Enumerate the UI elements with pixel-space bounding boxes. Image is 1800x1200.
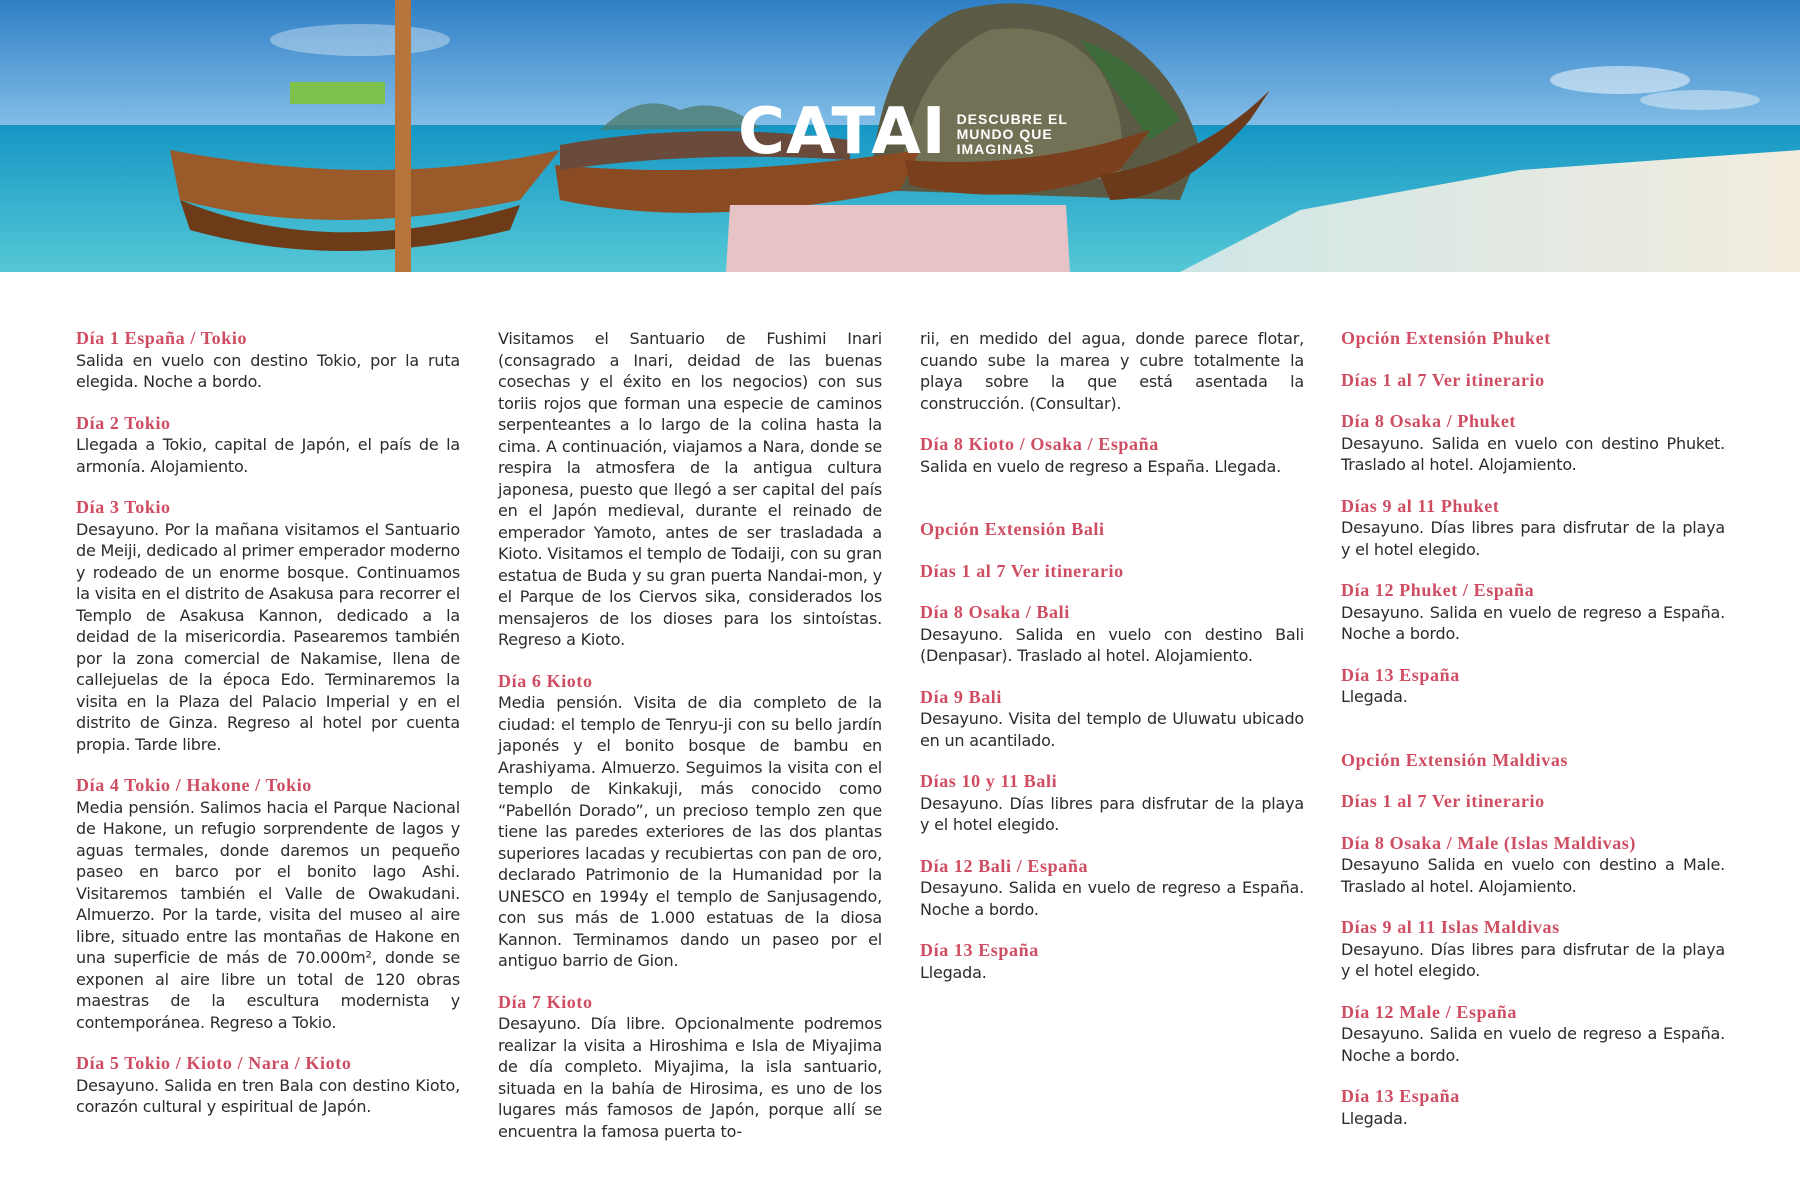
day-text: Desayuno Salida en vuelo con destino a Male. Traslado al hotel. Alojamiento. (1341, 855, 1725, 896)
column-2 (498, 328, 882, 1162)
column-3 (920, 328, 1304, 1003)
day-block (1341, 1002, 1725, 1067)
day-title: Día 13 España (1341, 1086, 1460, 1106)
day-text: Desayuno. Salida en vuelo de regreso a España. Noche a bordo. (1341, 602, 1725, 643)
day-block (76, 497, 460, 755)
day-block (920, 434, 1304, 477)
day-text: Desayuno. Visita del templo de Uluwatu ubicado en un acantilado. (920, 709, 1304, 750)
day-text: Llegada. (920, 962, 987, 982)
day-text: Llegada a Tokio, capital de Japón, el país de la armonía. Alojamiento. (76, 435, 460, 476)
banner-tab (726, 205, 1070, 272)
extension-days: Días 1 al 7 Ver itinerario (920, 560, 1124, 581)
day-title: Días 10 y 11 Bali (920, 771, 1058, 791)
day-title: Día 3 Tokio (76, 497, 171, 517)
extension-heading: Opción Extensión Maldivas (1341, 749, 1569, 770)
day-block (920, 602, 1304, 667)
day-block (498, 671, 882, 972)
day-title: Día 7 Kioto (498, 991, 593, 1012)
day-text: Desayuno. Por la mañana visitamos el Santuario de Meiji, dedicado al primer emperador moderno y rodeado de un enorme bosque. Continuamos la visita en el distrito de Asakusa para recorrer el Templo de Asakusa Kannon, dedicado a la deidad de la misericordia. Pasearemos también por la zona comercial de Nakamise, llena de callejuelas de la época Edo. Terminaremos la visita en la Plaza del Palacio Imperial y en el distrito de Ginza. Regreso al hotel por cuenta propia. Tarde libre. (76, 519, 460, 754)
day-block (920, 940, 1304, 983)
day-block (920, 687, 1304, 752)
day-block (1341, 411, 1725, 476)
tagline-line: DESCUBRE EL (956, 112, 1068, 127)
day-title: Días 9 al 11 Phuket (1341, 495, 1500, 516)
logo-word: CATAI (738, 95, 947, 169)
extension-days: Días 1 al 7 Ver itinerario (1341, 791, 1545, 811)
day-text: Salida en vuelo de regreso a España. Llegada. (920, 456, 1281, 476)
day-text: rii, en medido del agua, donde parece flotar, cuando sube la marea y cubre totalmente la playa sobre la que está asentada la construcción. (Consultar). (920, 329, 1304, 413)
day-block (920, 771, 1304, 836)
column-1 (76, 328, 460, 1138)
day-title: Día 2 Tokio (76, 412, 171, 433)
day-title: Día 13 España (1341, 664, 1460, 685)
day-block (76, 775, 460, 1033)
day-block (1341, 833, 1725, 898)
day-text: Visitamos el Santuario de Fushimi Inari (consagrado a Inari, deidad de las buenas cosechas y el éxito en los negocios) con sus toriis rojos que forman una especie de caminos serpenteantes a lo largo de la colina hasta la cima. A continuación, viajamos a Nara, donde se respira la atmosfera de la antigua cultura japonesa, puesto que llegó a ser capital del país en el Japón medieval, durante el reinado de emperador Yamoto, antes de ser trasladada a Kioto. Visitamos el templo de Todaiji, con su gran estatua de Buda y su gran puerta Nandai-mon, y el Parque de los Ciervos sika, considerados los mensajeros de los dioses para los sintoístas. Regreso a Kioto. (498, 329, 882, 649)
tagline-line: IMAGINAS (956, 141, 1035, 157)
day-text: Desayuno. Días libres para disfrutar de la playa y el hotel elegido. (1341, 939, 1725, 980)
day-title: Día 12 Bali / España (920, 855, 1089, 876)
day-block (1341, 496, 1725, 561)
tagline-line: MUNDO QUE (956, 126, 1053, 142)
day-text: Media pensión. Visita de dia completo de la ciudad: el templo de Tenryu-ji con su bello jardín japonés y el bonito bosque de bambu en Arashiyama. Almuerzo. Seguimos la visita con el templo de Kinkakuji, más conocido como “Pabellón Dorado”, un precioso templo zen que tiene las paredes exteriores de las dos plantas superiores lacadas y recubiertas con pan de oro, declarado Patrimonio de la Humanidad por la UNESCO en 1994y el templo de Sanjusagendo, con sus más de 1.000 estatuas de la diosa Kannon. Terminamos dando un paseo por el antiguo barrio de Gion. (498, 693, 882, 970)
day-title: Días 9 al 11 Islas Maldivas (1341, 917, 1560, 937)
day-block (76, 328, 460, 393)
day-title: Día 12 Male / España (1341, 1001, 1518, 1022)
logo-tagline (957, 112, 1068, 158)
day-title: Día 13 España (920, 940, 1039, 960)
day-text: Desayuno. Días libres para disfrutar de la playa y el hotel elegido. (1341, 518, 1725, 559)
column-4 (1341, 328, 1725, 1149)
day-text: Desayuno. Salida en tren Bala con destino Kioto, corazón cultural y espiritual de Japón. (76, 1075, 460, 1116)
day-block (1341, 1086, 1725, 1129)
day-block (76, 413, 460, 478)
day-block (920, 856, 1304, 921)
day-title: Día 5 Tokio / Kioto / Nara / Kioto (76, 1053, 352, 1073)
catai-logo (738, 95, 1068, 169)
day-title: Día 8 Kioto / Osaka / España (920, 434, 1159, 454)
day-text: Desayuno. Salida en vuelo de regreso a España. Noche a bordo. (1341, 1024, 1725, 1065)
spacer (920, 497, 1304, 519)
day-block (76, 1053, 460, 1118)
day-text: Llegada. (1341, 687, 1408, 706)
day-block (1341, 665, 1725, 708)
day-block (1341, 917, 1725, 982)
header-banner (0, 0, 1800, 272)
spacer (1341, 728, 1725, 750)
day-text: Salida en vuelo con destino Tokio, por la ruta elegida. Noche a bordo. (76, 350, 460, 391)
day-title: Día 8 Osaka / Bali (920, 602, 1070, 622)
day-text: Desayuno. Salida en vuelo de regreso a España. Noche a bordo. (920, 878, 1304, 919)
day-title: Día 6 Kioto (498, 670, 593, 691)
day-title: Día 1 España / Tokio (76, 328, 248, 348)
day-text: Media pensión. Salimos hacia el Parque Nacional de Hakone, un refugio sorprendente de lagos y aguas termales, donde daremos un pequeño paseo en barco por el bonito lago Ashi. Visitaremos también el Valle de Owakudani. Almuerzo. Por la tarde, visita del museo al aire libre, situado entre las montañas de Hakone en una superficie de más de 70.000m², donde se exponen al aire libre un total de 120 obras maestras de la escultura modernista y contemporánea. Regreso a Tokio. (76, 797, 460, 1032)
day-title: Día 9 Bali (920, 686, 1003, 707)
day-block (498, 328, 882, 651)
extension-days: Días 1 al 7 Ver itinerario (1341, 369, 1545, 390)
day-title: Día 8 Osaka / Male (Islas Maldivas) (1341, 832, 1637, 853)
extension-heading: Opción Extensión Bali (920, 519, 1105, 539)
day-text: Desayuno. Salida en vuelo con destino Bali (Denpasar). Traslado al hotel. Alojamiento. (920, 624, 1304, 665)
day-title: Día 4 Tokio / Hakone / Tokio (76, 775, 312, 795)
day-text: Llegada. (1341, 1108, 1408, 1128)
day-text: Desayuno. Día libre. Opcionalmente podremos realizar la visita a Hiroshima e Isla de Miyajima de día completo. Miyajima, la isla santuario, situada en la bahía de Hirosima, es uno de los lugares más famosos de Japón, porque allí se encuentra la famosa puerta to- (498, 1014, 882, 1141)
day-title: Día 8 Osaka / Phuket (1341, 411, 1517, 431)
day-block (498, 992, 882, 1143)
extension-heading: Opción Extensión Phuket (1341, 328, 1551, 348)
day-block (920, 328, 1304, 414)
day-text: Desayuno. Días libres para disfrutar de la playa y el hotel elegido. (920, 793, 1304, 834)
day-title: Día 12 Phuket / España (1341, 580, 1535, 600)
day-text: Desayuno. Salida en vuelo con destino Phuket. Traslado al hotel. Alojamiento. (1341, 433, 1725, 474)
day-block (1341, 580, 1725, 645)
